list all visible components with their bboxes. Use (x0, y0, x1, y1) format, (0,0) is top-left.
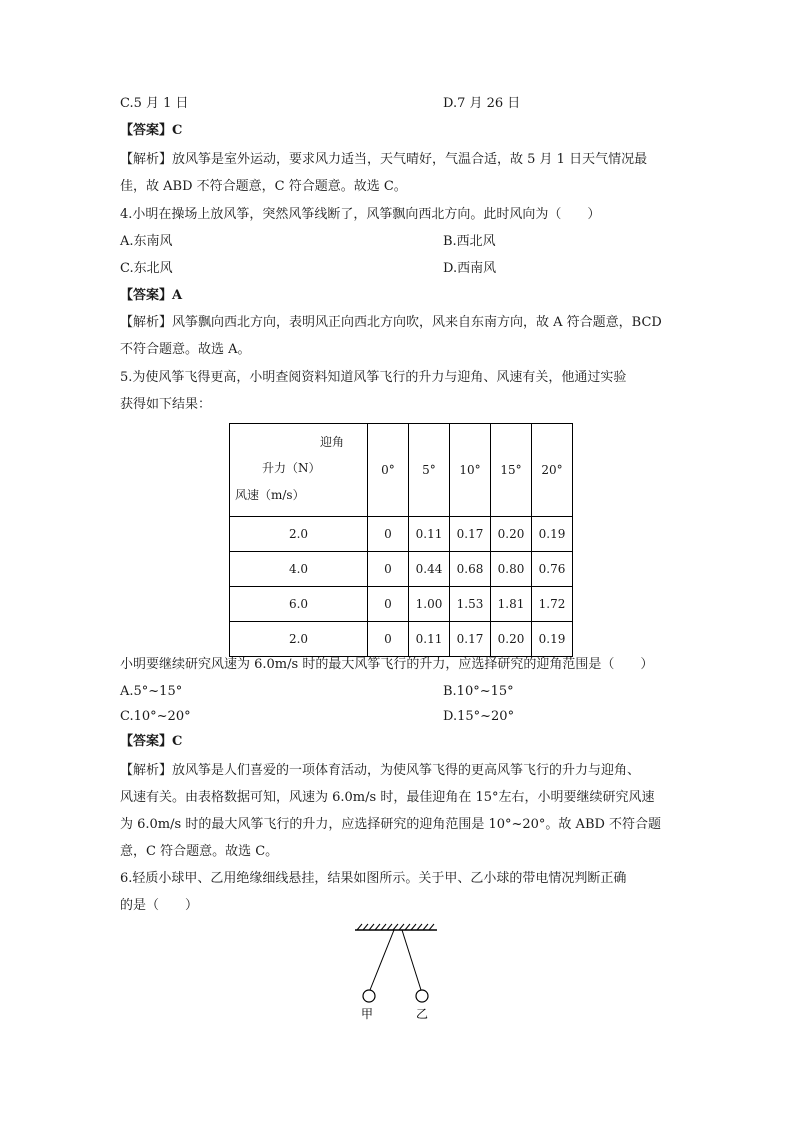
q5-analysis-line-3: 为 6.0m/s 时的最大风筝飞行的升力，应选择研究的迎角范围是 10°~20°。故 ABD 不符合题 (120, 817, 662, 832)
table-cell: 0.20 (491, 622, 532, 657)
header-angle-cell: 15° (491, 424, 532, 517)
table-cell: 0 (368, 622, 409, 657)
table-row (230, 552, 573, 587)
q5-analysis-line-2: 风速有关。由表格数据可知，风速为 6.0m/s 时，最佳迎角在 15°左右，小明要继续研究风速 (120, 790, 655, 805)
table-cell: 0 (368, 517, 409, 552)
q5-option-a: A.5°~15° (120, 684, 183, 699)
row-speed-cell: 6.0 (230, 587, 368, 622)
q5-option-c: C.10°~20° (120, 709, 191, 724)
table-cell: 1.72 (532, 587, 573, 622)
table-cell: 0.68 (450, 552, 491, 587)
header-lift-label: 升力（N） (262, 461, 321, 475)
right-thread (402, 930, 421, 990)
q4-option-a: A.东南风 (120, 234, 173, 249)
header-angle-label: 迎角 (320, 435, 345, 449)
q5-option-b: B.10°~15° (443, 684, 514, 699)
q6-stem-line-1: 6.轻质小球甲、乙用绝缘细线悬挂，结果如图所示。关于甲、乙小球的带电情况判断正确 (120, 871, 627, 886)
row-speed-cell: 4.0 (230, 552, 368, 587)
table-cell: 0 (368, 552, 409, 587)
table-cell: 0.19 (532, 622, 573, 657)
hanging-balls-figure (345, 918, 445, 1028)
table-diagonal-header (230, 424, 368, 517)
table-cell: 0.19 (532, 517, 573, 552)
table-cell: 0.11 (409, 622, 450, 657)
table-row (230, 587, 573, 622)
ball-jia-label: 甲 (361, 1007, 374, 1021)
table-cell: 0.17 (450, 517, 491, 552)
table-cell: 0.44 (409, 552, 450, 587)
ball-jia (363, 990, 375, 1002)
header-speed-label: 风速（m/s） (235, 488, 305, 502)
q4-option-c: C.东北风 (120, 261, 173, 276)
ball-yi-label: 乙 (416, 1007, 429, 1021)
q5-analysis-line-4: 意，C 符合题意。故选 C。 (120, 844, 279, 859)
q3-option-d: D.7 月 26 日 (443, 96, 521, 111)
q3-answer: 【答案】C (120, 123, 183, 138)
q3-analysis-line-2: 佳，故 ABD 不符合题意，C 符合题意。故选 C。 (120, 179, 407, 194)
table-cell: 1.00 (409, 587, 450, 622)
table-cell: 0 (368, 587, 409, 622)
q5-stem-line-1: 5.为使风筝飞得更高，小明查阅资料知道风筝飞行的升力与迎角、风速有关，他通过实验 (120, 370, 627, 385)
q3-analysis-line-1: 【解析】放风筝是室外运动，要求风力适当，天气晴好，气温合适，故 5 月 1 日天气情况最 (120, 152, 648, 167)
q4-answer: 【答案】A (120, 288, 183, 303)
header-angle-cell: 5° (409, 424, 450, 517)
table-cell: 0.11 (409, 517, 450, 552)
lift-data-table (229, 423, 573, 657)
header-angle-cell: 20° (532, 424, 573, 517)
q4-analysis-line-2: 不符合题意。故选 A。 (120, 342, 251, 357)
q5-option-d: D.15°~20° (443, 709, 515, 724)
table-row (230, 517, 573, 552)
table-row (230, 622, 573, 657)
q6-stem-line-2: 的是（ ） (120, 898, 199, 913)
table-cell: 1.53 (450, 587, 491, 622)
q3-option-c: C.5 月 1 日 (120, 96, 189, 111)
header-angle-cell: 0° (368, 424, 409, 517)
header-angle-cell: 10° (450, 424, 491, 517)
q4-analysis-line-1: 【解析】风筝飘向西北方向，表明风正向西北方向吹，风来自东南方向，故 A 符合题意，BCD (120, 315, 662, 330)
table-cell: 0.80 (491, 552, 532, 587)
left-thread (370, 930, 394, 990)
q5-question: 小明要继续研究风速为 6.0m/s 时的最大风筝飞行的升力，应选择研究的迎角范围是（ ） (120, 657, 654, 672)
table-cell: 0.17 (450, 622, 491, 657)
q5-stem-line-2: 获得如下结果： (120, 397, 212, 412)
row-speed-cell: 2.0 (230, 622, 368, 657)
q4-stem: 4.小明在操场上放风筝，突然风筝线断了，风筝飘向西北方向。此时风向为（ ） (120, 207, 601, 222)
table-cell: 0.20 (491, 517, 532, 552)
q5-answer: 【答案】C (120, 734, 183, 749)
q4-option-d: D.西南风 (443, 261, 497, 276)
ball-yi (416, 990, 428, 1002)
q5-analysis-line-1: 【解析】放风筝是人们喜爱的一项体育活动，为使风筝飞得的更高风筝飞行的升力与迎角、 (120, 763, 641, 778)
row-speed-cell: 2.0 (230, 517, 368, 552)
table-cell: 1.81 (491, 587, 532, 622)
ceiling-support (355, 924, 437, 930)
table-cell: 0.76 (532, 552, 573, 587)
table-header-row (230, 424, 573, 517)
q4-option-b: B.西北风 (443, 234, 496, 249)
